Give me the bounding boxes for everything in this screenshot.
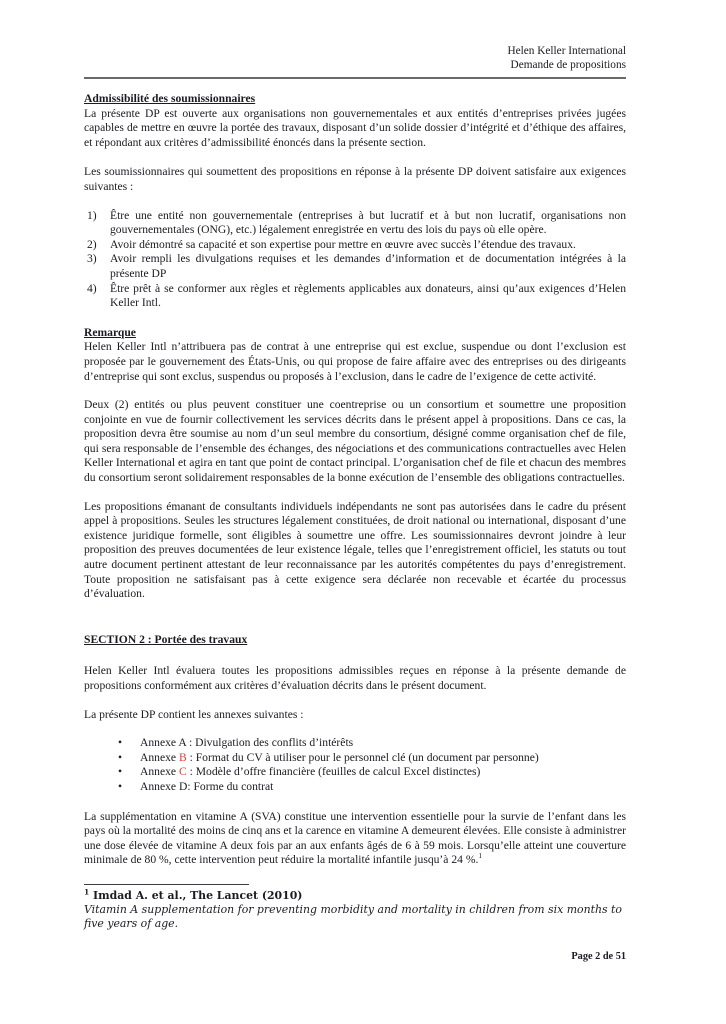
- heading-admissibility: Admissibilité des soumissionnaires: [84, 92, 256, 105]
- paragraph-admissibility-intro: La présente DP est ouverte aux organisations non gouvernementales et aux entités d’entreprises privées jugées capables de mettre en œuvre la portée des travaux, disposant d’un solide dossier d’intégrité et d’éthique des affaires, et répondant aux critères d’admissibilité énoncés dans la présente section.: [84, 106, 626, 149]
- bullet-icon: •: [118, 779, 123, 793]
- heading-remark: Remarque: [84, 325, 136, 339]
- requirements-list: [84, 209, 626, 311]
- requirement-number: 3): [87, 252, 97, 266]
- paragraph-consortium: Deux (2) entités ou plus peuvent constituer une coentreprise ou un consortium et soumettre une proposition conjointe en vue de fournir collectivement les services décrits dans le présent appel à propositions. Dans ce cas, la proposition devra être soumise au nom d’un seul membre du consortium, désigné comme organisation chef de file, qui sera responsable de l’ensemble des échanges, des négociations et des communications contractuelles avec Helen Keller International et agira en tant que point de contact principal. L’organisation chef de file et chacun des membres du consortium seront solidairement responsables de la bonne exécution de l’ensemble des obligations contractuelles.: [84, 398, 626, 485]
- bullet-icon: •: [118, 750, 123, 764]
- footnote-divider: [84, 884, 249, 885]
- footnote: [84, 889, 626, 930]
- requirement-item: [84, 238, 626, 253]
- annex-text: [140, 765, 626, 780]
- footnote-article-title: Vitamin A supplementation for preventing morbidity and mortality in children from six months to five years of age.: [84, 902, 622, 930]
- requirement-number: 1): [87, 208, 97, 222]
- annex-rest: : Modèle d’offre financière (feuilles de calcul Excel distinctes): [186, 765, 481, 779]
- annex-text: [140, 736, 626, 751]
- annex-item-b: [84, 751, 626, 766]
- requirement-text: Être une entité non gouvernementale (entreprises à but lucratif et à but non lucratif, organisations non gouvernementales (ONG), etc.) légalement enregistrée en vertu des lois du pays où elle opère.: [110, 208, 626, 237]
- annex-label: Annexe: [140, 736, 179, 750]
- annex-rest: : Forme du contrat: [187, 779, 274, 793]
- annex-item-d: [84, 780, 626, 795]
- requirement-item: [84, 209, 626, 238]
- heading-section2: SECTION 2 : Portée des travaux: [84, 632, 248, 646]
- paragraph-annexes-lead: La présente DP contient les annexes suivantes :: [84, 707, 304, 721]
- requirement-number: 4): [87, 281, 97, 295]
- annex-item-a: [84, 736, 626, 751]
- bullet-icon: •: [118, 736, 123, 750]
- annex-letter: B: [178, 750, 187, 764]
- requirement-item: [84, 252, 626, 281]
- header-org: Helen Keller International: [507, 45, 626, 57]
- header-doc-type: Demande de propositions: [510, 58, 626, 71]
- annex-label: Annexe: [140, 750, 179, 764]
- annex-text: [140, 751, 626, 766]
- paragraph-individual-consultants: Les propositions émanant de consultants individuels indépendants ne sont pas autorisées dans le cadre du présent appel à propositions. Seules les structures légalement constituées, de droit national ou international, disposant d’une existence juridique formelle, sont éligibles à soumettre une offre. Les soumissionnaires devront joindre à leur proposition des preuves documentées de leur existence légale, telles que l’enregistrement officiel, les statuts ou tout autre document pertinent attestant de leur reconnaissance par les autorités compétentes du pays d’enregistrement. Toute proposition ne satisfaisant pas à cette exigence sera déclarée non recevable et écartée du processus d’évaluation.: [84, 499, 626, 601]
- requirement-text: Être prêt à se conformer aux règles et règlements applicables aux donateurs, ainsi qu’aux exigences d’Helen Keller Intl.: [110, 281, 626, 310]
- annex-list: [84, 736, 626, 794]
- annex-letter: D: [178, 779, 188, 793]
- footnote-marker: 1: [84, 887, 90, 897]
- annex-letter: A: [178, 736, 187, 750]
- paragraph-vitamin-a: [84, 810, 626, 868]
- annex-rest: : Format du CV à utiliser pour le personnel clé (un document par personne): [186, 750, 539, 764]
- paragraph-evaluation: Helen Keller Intl évaluera toutes les propositions admissibles reçues en réponse à la présente demande de propositions conformément aux critères d’évaluation décrits dans le présent document.: [84, 664, 626, 692]
- paragraph-requirements-lead: Les soumissionnaires qui soumettent des propositions en réponse à la présente DP doivent satisfaire aux exigences suivantes :: [84, 165, 626, 193]
- requirement-item: [84, 282, 626, 311]
- footnote-citation: [84, 889, 626, 903]
- footnote-citation-text: Imdad A. et al., The Lancet (2010): [93, 888, 303, 902]
- annex-item-c: [84, 765, 626, 780]
- requirement-number: 2): [87, 237, 97, 251]
- annex-rest: : Divulgation des conflits d’intérêts: [186, 736, 354, 750]
- annex-letter: C: [178, 765, 187, 779]
- footnote-reference-mark: 1: [478, 851, 483, 861]
- requirement-text: Avoir démontré sa capacité et son expertise pour mettre en œuvre avec succès l’étendue des travaux.: [110, 237, 576, 251]
- annex-label: Annexe: [140, 779, 179, 793]
- paragraph-remark-debarment: Helen Keller Intl n’attribuera pas de contrat à une entreprise qui est exclue, suspendue ou dont l’exclusion est proposée par le gouvernement des États-Unis, ou qui propose de faire affaire avec des entreprises ou des dirigeants d’entreprise qui sont exclus, suspendus ou proposés à l’exclusion, dans le cadre de l’exigence de cette activité.: [84, 340, 626, 383]
- bullet-icon: •: [118, 765, 123, 779]
- vitamin-a-text: La supplémentation en vitamine A (SVA) constitue une intervention essentielle pour la survie de l’enfant dans les pays où la mortalité des moins de cinq ans et la carence en vitamine A demeurent élevées. Elle consiste à administrer une dose élevée de vitamine A deux fois par an aux enfants âgés de 6 à 59 mois. Lorsqu’elle atteint une couverture minimale de 80 %, cette intervention peut réduire la mortalité infantile jusqu’à 24 %.: [84, 809, 626, 867]
- page-number: Page 2 de 51: [571, 951, 626, 963]
- page-header: [84, 45, 626, 72]
- header-divider: [84, 77, 626, 79]
- annex-text: [140, 780, 626, 795]
- annex-label: Annexe: [140, 765, 179, 779]
- requirement-text: Avoir rempli les divulgations requises et les demandes d’information et de documentation intégrées à la présente DP: [110, 252, 626, 280]
